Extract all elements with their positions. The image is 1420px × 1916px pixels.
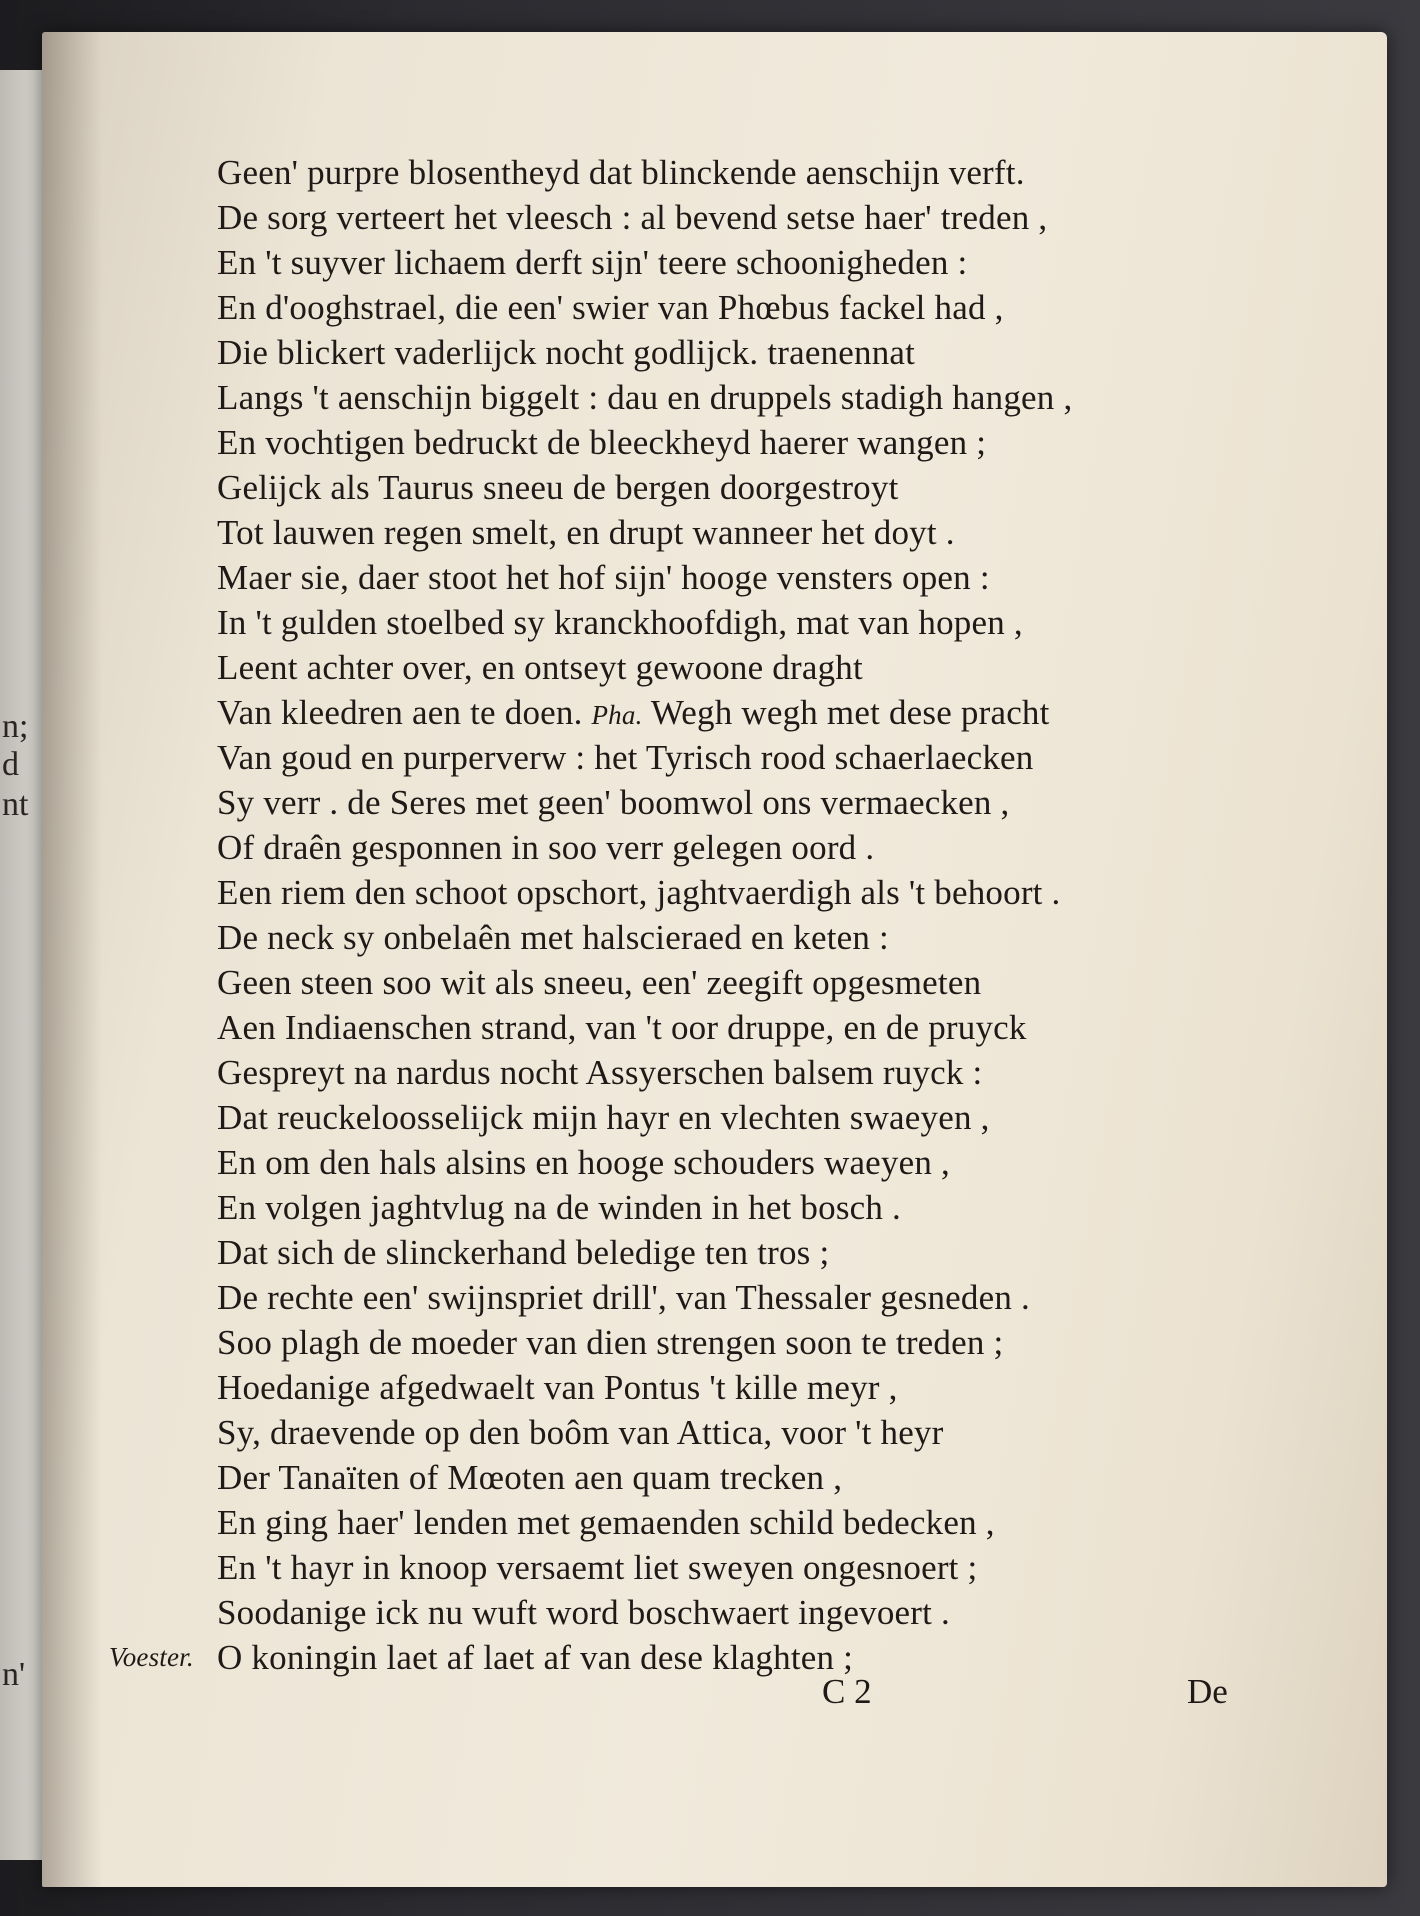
verse-line-text: En d'ooghstrael, die een' swier van Phœbus fackel had , [217, 288, 1004, 327]
verse-line [217, 780, 1337, 825]
verse-line-text: En vochtigen bedruckt de bleeckheyd haerer wangen ; [217, 423, 987, 462]
verse-line [217, 1185, 1337, 1230]
verse-line [217, 1050, 1337, 1095]
left-page-fragment: n' [2, 1656, 26, 1693]
verse-line [217, 1005, 1337, 1050]
verse-line [217, 240, 1337, 285]
verse-line-text: Dat sich de slinckerhand beledige ten tros ; [217, 1233, 830, 1272]
signature-mark: C 2 [822, 1672, 872, 1711]
book-page [42, 32, 1387, 1887]
verse-line [217, 555, 1337, 600]
verse-line [217, 1500, 1337, 1545]
verse-line-text: Leent achter over, en ontseyt gewoone draght [217, 648, 863, 687]
verse-line [217, 420, 1337, 465]
verse-line [217, 915, 1337, 960]
verse-line [217, 1365, 1337, 1410]
verse-line-text: Soodanige ick nu wuft word boschwaert ingevoert . [217, 1593, 950, 1632]
verse-line [217, 465, 1337, 510]
verse-line-text: Maer sie, daer stoot het hof sijn' hooge vensters open : [217, 558, 990, 597]
verse-line-text: Langs 't aenschijn biggelt : dau en druppels stadigh hangen , [217, 378, 1073, 417]
verse-line [217, 330, 1337, 375]
verse-line [217, 285, 1337, 330]
verse-line [217, 1320, 1337, 1365]
verse-line [217, 1590, 1337, 1635]
verse-line-text: Aen Indiaenschen strand, van 't oor druppe, en de pruyck [217, 1008, 1027, 1047]
inline-speaker-label: Pha. [591, 700, 643, 730]
verse-line [217, 1455, 1337, 1500]
verse-line-text: Soo plagh de moeder van dien strengen soon te treden ; [217, 1323, 1004, 1362]
verse-line [217, 1095, 1337, 1140]
verse-line [217, 1410, 1337, 1455]
verse-line [217, 510, 1337, 555]
verse-line [217, 1230, 1337, 1275]
speaker-label: Voester. [109, 1642, 194, 1672]
verse-line-text: Der Tanaïten of Mœoten aen quam trecken , [217, 1458, 843, 1497]
left-page-fragment: d [2, 746, 19, 783]
verse-line-text: Die blickert vaderlijck nocht godlijck. traenennat [217, 333, 916, 372]
verse-line-text: De sorg verteert het vleesch : al bevend setse haer' treden , [217, 198, 1048, 237]
verse-line-text: Gespreyt na nardus nocht Assyerschen balsem ruyck : [217, 1053, 983, 1092]
verse-line-text: De rechte een' swijnspriet drill', van Thessaler gesneden . [217, 1278, 1030, 1317]
left-page-fragment: n; [2, 708, 29, 745]
verse-line [217, 600, 1337, 645]
verse-line [217, 150, 1337, 195]
verse-line-text: En volgen jaghtvlug na de winden in het bosch . [217, 1188, 901, 1227]
verse-line-text: Van goud en purperverw : het Tyrisch rood schaerlaecken [217, 738, 1034, 777]
left-page-fragment: nt [2, 786, 29, 823]
verse-line-text: Dat reuckeloosselijck mijn hayr en vlechten swaeyen , [217, 1098, 990, 1137]
verse-line [217, 870, 1337, 915]
verse-line [217, 735, 1337, 780]
verse-line-text: En 't hayr in knoop versaemt liet sweyen ongesnoert ; [217, 1548, 978, 1587]
verse-line [217, 690, 1337, 735]
verse-line [217, 645, 1337, 690]
verse-line-text: Sy, draevende op den boôm van Attica, voor 't heyr [217, 1413, 944, 1452]
verse-line-text: In 't gulden stoelbed sy kranckhoofdigh, mat van hopen , [217, 603, 1023, 642]
verse-text [109, 150, 1337, 1680]
verse-line [217, 1545, 1337, 1590]
catchword: De [1187, 1672, 1228, 1711]
verse-line-text: En 't suyver lichaem derft sijn' teere schoonigheden : [217, 243, 968, 282]
verse-line-text: Geen steen soo wit als sneeu, een' zeegift opgesmeten [217, 963, 982, 1002]
verse-line-text: En ging haer' lenden met gemaenden schild bedecken , [217, 1503, 995, 1542]
verse-line [217, 1140, 1337, 1185]
verse-line [217, 1275, 1337, 1320]
verse-line-text: Gelijck als Taurus sneeu de bergen doorgestroyt [217, 468, 899, 507]
verse-line [109, 1635, 1337, 1680]
verse-line-text: Wegh wegh met dese pracht [650, 693, 1050, 732]
verse-line-text: Tot lauwen regen smelt, en drupt wanneer het doyt . [217, 513, 955, 552]
verse-line-text: De neck sy onbelaên met halscieraed en keten : [217, 918, 889, 957]
verse-line-text: Geen' purpre blosentheyd dat blinckende aenschijn verft. [217, 153, 1025, 192]
verse-line-text: Sy verr . de Seres met geen' boomwol ons vermaecken , [217, 783, 1010, 822]
verse-line [217, 825, 1337, 870]
verse-line [217, 960, 1337, 1005]
verse-line-text: O koningin laet af laet af van dese klaghten ; [217, 1638, 854, 1677]
verse-line-text: Een riem den schoot opschort, jaghtvaerdigh als 't behoort . [217, 873, 1061, 912]
verse-line-text: En om den hals alsins en hooge schouders waeyen , [217, 1143, 950, 1182]
verse-line [217, 195, 1337, 240]
verse-line-text: Van kleedren aen te doen. [217, 693, 583, 732]
verse-line-text: Hoedanige afgedwaelt van Pontus 't kille meyr , [217, 1368, 898, 1407]
verse-line-text: Of draên gesponnen in soo verr gelegen oord . [217, 828, 875, 867]
verse-line [217, 375, 1337, 420]
